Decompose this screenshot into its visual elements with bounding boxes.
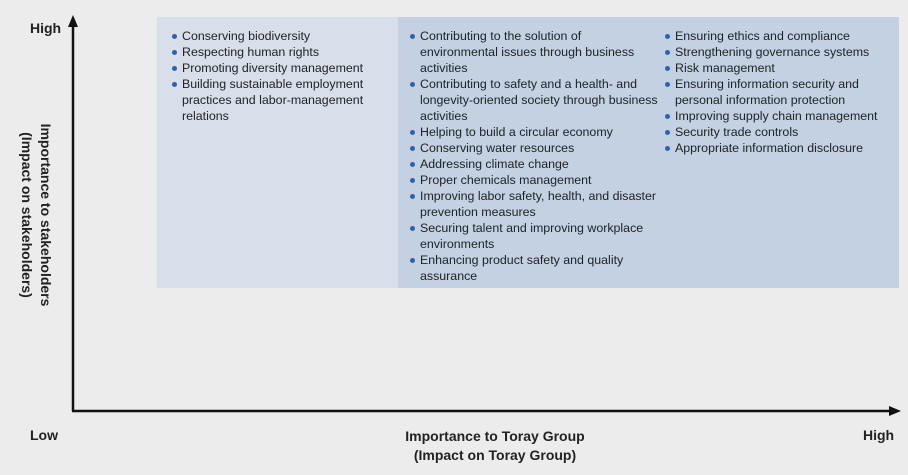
y-axis-arrow-icon	[68, 15, 78, 27]
materiality-item: Respecting human rights	[172, 44, 394, 60]
x-axis-title	[360, 427, 630, 465]
materiality-item: Building sustainable employment practices and labor-management relations	[172, 76, 394, 124]
materiality-item: Ensuring ethics and compliance	[665, 28, 900, 44]
materiality-item: Helping to build a circular economy	[410, 124, 660, 140]
materiality-item: Proper chemicals management	[410, 172, 660, 188]
materiality-item: Appropriate information disclosure	[665, 140, 900, 156]
y-axis-title-line1: Importance to stakeholders	[38, 123, 54, 307]
x-axis-title-line1: Importance to Toray Group	[405, 428, 585, 444]
x-axis-high-label: High	[863, 427, 895, 443]
materiality-item: Securing talent and improving workplace environments	[410, 220, 660, 252]
materiality-item: Risk management	[665, 60, 900, 76]
y-axis-title-line2: (Impact on stakeholders)	[19, 132, 35, 298]
x-axis-arrow-icon	[889, 406, 901, 416]
x-axis-low-label: Low	[30, 427, 58, 443]
materiality-item: Conserving biodiversity	[172, 28, 394, 44]
materiality-item: Improving supply chain management	[665, 108, 900, 124]
materiality-item: Security trade controls	[665, 124, 900, 140]
materiality-item: Enhancing product safety and quality assurance	[410, 252, 660, 284]
materiality-item: Strengthening governance systems	[665, 44, 900, 60]
materiality-item: Contributing to safety and a health- and longevity-oriented society through business activities	[410, 76, 660, 124]
x-axis-title-line2: (Impact on Toray Group)	[413, 447, 577, 463]
materiality-item: Promoting diversity management	[172, 60, 394, 76]
materiality-item: Contributing to the solution of environmental issues through business activities	[410, 28, 660, 76]
y-axis-title	[17, 105, 55, 325]
y-axis-high-label: High	[30, 20, 62, 36]
materiality-item: Improving labor safety, health, and disaster prevention measures	[410, 188, 660, 220]
materiality-item: Ensuring information security and personal information protection	[665, 76, 900, 108]
materiality-item: Addressing climate change	[410, 156, 660, 172]
materiality-item: Conserving water resources	[410, 140, 660, 156]
